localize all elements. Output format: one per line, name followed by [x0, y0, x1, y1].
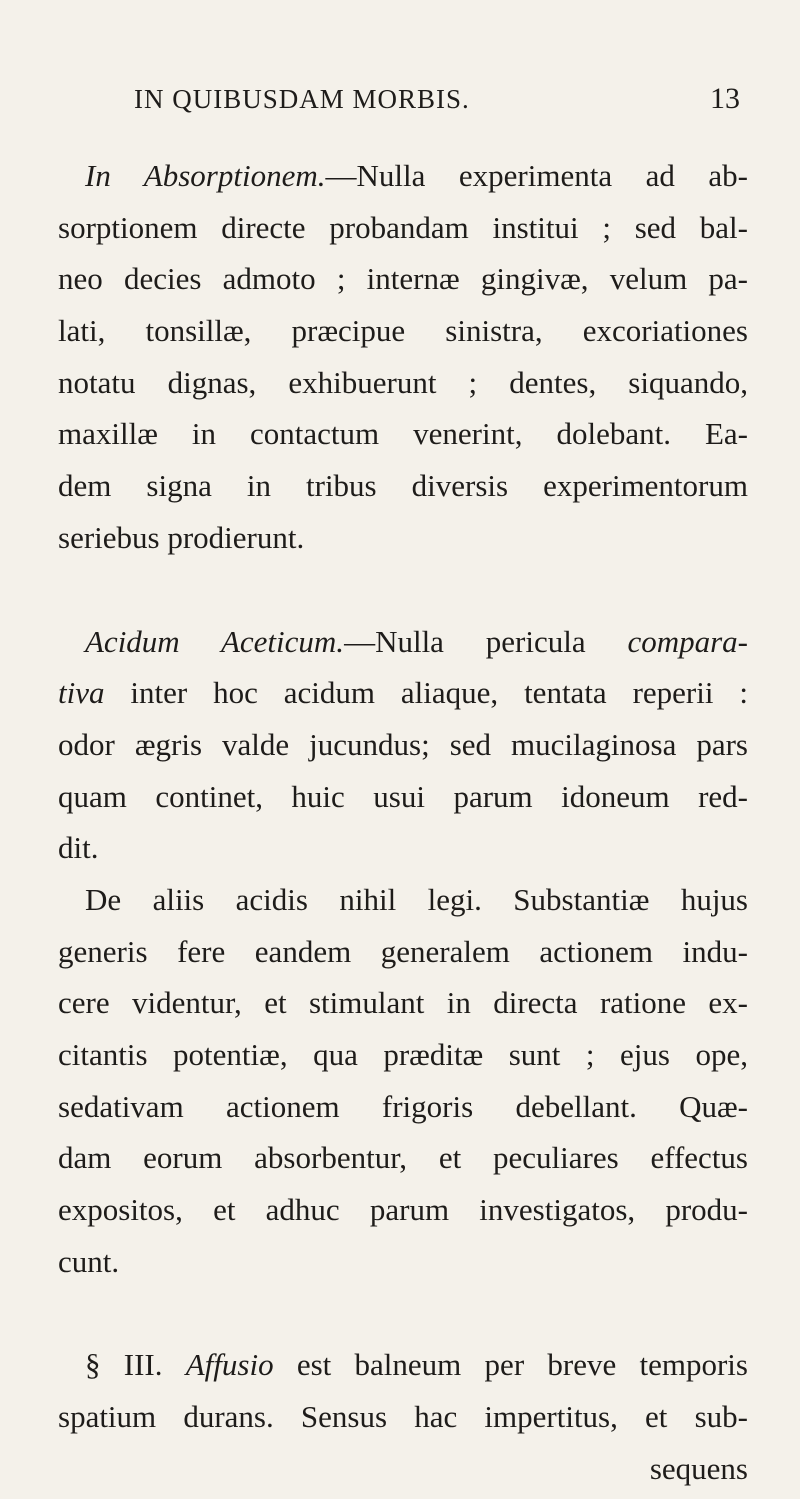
catchword: sequens: [649, 1450, 748, 1486]
page-header: [0, 84, 800, 124]
text-line: In Absorptionem.—Nulla experimenta ad ab-: [85, 158, 748, 193]
text-line: odor ægris valde jucundus; sed mucilaginosa pars: [58, 726, 748, 762]
text-line: dem signa in tribus diversis experimentorum: [58, 468, 748, 504]
text-line: De aliis acidis nihil legi. Substantiæ hujus: [85, 881, 748, 917]
text-line: sedativam actionem frigoris debellant. Quæ-: [58, 1088, 748, 1124]
text-line: Acidum Aceticum.—Nulla pericula compara-: [85, 623, 748, 659]
text-line: citantis potentiæ, qua præditæ sunt ; ejus ope,: [58, 1037, 748, 1072]
section-heading: Acidum Aceticum.: [85, 623, 345, 659]
section-heading: Affusio: [185, 1347, 274, 1383]
text-line: neo decies admoto ; internæ gingivæ, velum pa-: [58, 261, 748, 297]
text-line: dam eorum absorbentur, et peculiares effectus: [58, 1140, 748, 1176]
section-heading: In Absorptionem.: [85, 158, 326, 193]
text-line: seriebus prodierunt.: [58, 519, 305, 555]
page-number: 13: [710, 82, 740, 115]
text-line: dit.: [58, 830, 99, 866]
text-line: maxillæ in contactum venerint, dolebant. Ea-: [58, 416, 748, 452]
text-line: quam continet, huic usui parum idoneum red-: [58, 778, 748, 814]
text-line: generis fere eandem generalem actionem indu-: [58, 933, 748, 969]
text-line: lati, tonsillæ, præcipue sinistra, excoriationes: [58, 313, 748, 349]
text-line: cere videntur, et stimulant in directa ratione ex-: [58, 985, 748, 1021]
text-line: cunt.: [58, 1243, 120, 1279]
body-text: [58, 150, 748, 1495]
text-line: sorptionem directe probandam institui ; sed bal-: [58, 209, 748, 245]
text-line: spatium durans. Sensus hac impertitus, et sub-: [58, 1399, 748, 1435]
running-head: IN QUIBUSDAM MORBIS.: [134, 84, 470, 114]
text-line: tiva inter hoc acidum aliaque, tentata reperii :: [58, 675, 748, 711]
text-line: expositos, et adhuc parum investigatos, produ-: [58, 1192, 748, 1228]
text-line: notatu dignas, exhibuerunt ; dentes, siquando,: [58, 364, 748, 400]
text-line: § III. Affusio est balneum per breve temporis: [85, 1347, 748, 1383]
